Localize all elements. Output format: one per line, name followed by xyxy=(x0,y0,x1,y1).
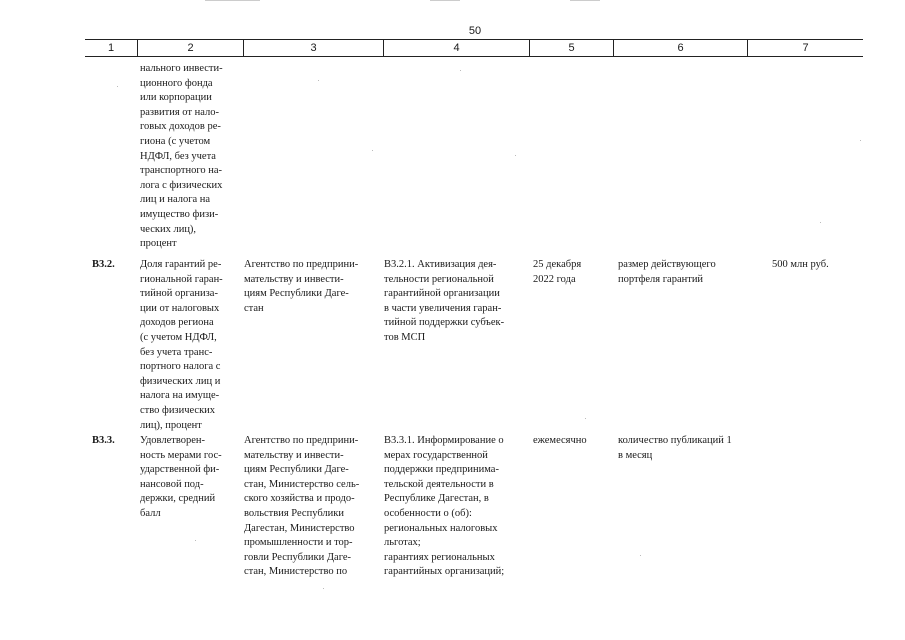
scan-speck xyxy=(117,86,118,87)
scan-speck xyxy=(195,540,196,541)
row-b33-measure: В3.3.1. Информирование о мерах государственной поддержки предпринима- тельской деятельности в Республике Дагестан, в особенности о (об): региональных налоговых льготах; гарантиях региональных гарантийных организаций; xyxy=(384,435,505,578)
header-col-3: 3 xyxy=(243,40,383,56)
scan-speck xyxy=(585,418,586,419)
row-b32-code: В3.2. xyxy=(92,259,115,270)
row-b33-result-indicator: количество публикаций 1 в месяц xyxy=(618,435,732,461)
header-col-6: 6 xyxy=(613,40,747,56)
scan-speck xyxy=(820,222,821,223)
scan-speck xyxy=(515,155,516,156)
header-col-1: 1 xyxy=(107,42,115,54)
scan-speck xyxy=(640,555,641,556)
scan-artifact xyxy=(570,0,600,1)
row-b33-deadline: ежемесячно xyxy=(533,435,587,446)
row-b32-indicator: Доля гарантий ре- гиональной гаран- тийной организа- ции от налоговых доходов региона (с учетом НДФЛ, без учета транс- портного налога с физических лиц и налога на имуще- ство физических лиц), процент xyxy=(140,259,223,431)
scan-speck xyxy=(323,588,324,589)
row-b33-indicator: Удовлетворен- ность мерами гос- ударственной фи- нансовой под- держки, средний балл xyxy=(140,435,222,519)
scan-speck xyxy=(460,70,461,71)
page-number: 50 xyxy=(468,25,482,37)
row-b32-result-indicator: размер действующего портфеля гарантий xyxy=(618,259,716,285)
row-b32-measure: В3.2.1. Активизация дея- тельности региональной гарантийной организации в части увеличения гаран- тийной поддержки субъек- тов МСП xyxy=(384,259,505,343)
row-b33-code: В3.3. xyxy=(92,435,115,446)
row-b32-responsible: Агентство по предприни- мательству и инвести- циям Республики Даге- стан xyxy=(244,259,359,314)
header-col-7: 7 xyxy=(747,40,863,56)
row-b32-deadline: 25 декабря 2022 года xyxy=(533,259,582,285)
scan-speck xyxy=(860,140,861,141)
scan-speck xyxy=(318,80,319,81)
row-b32-target-value: 500 млн руб. xyxy=(772,259,829,270)
header-col-4: 4 xyxy=(383,40,529,56)
table-header-row xyxy=(85,39,863,57)
scan-artifact xyxy=(430,0,460,1)
header-col-5: 5 xyxy=(529,40,613,56)
row-b33-responsible: Агентство по предприни- мательству и инвести- циям Республики Даге- стан, Министерство сель- ского хозяйства и продо- вольствия Республики Дагестан, Министерство промышленности и тор- говли Республики Даге- стан, Министерство по xyxy=(244,435,360,578)
header-col-2: 2 xyxy=(137,40,243,56)
scan-speck xyxy=(372,150,373,151)
scan-artifact xyxy=(205,0,260,1)
row-continued-indicator: нального инвести- ционного фонда или корпорации развития от нало- говых доходов ре- гиона (с учетом НДФЛ, без учета транспортного на- лога с физических лиц и налога на имущество физи- ческих лиц), процент xyxy=(140,63,223,250)
